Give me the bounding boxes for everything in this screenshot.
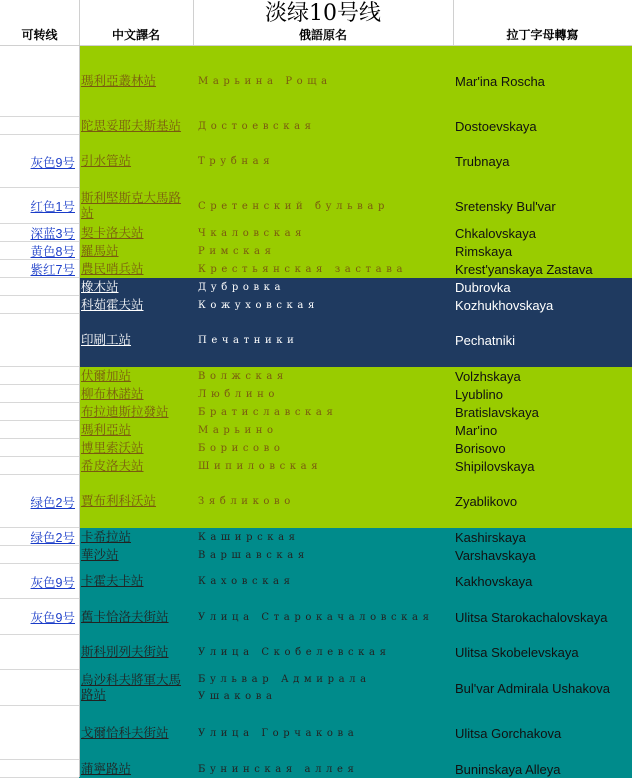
latin-name: Krest'yanskaya Zastava [455,261,593,277]
transfer-line-link[interactable]: 绿色2号 [30,531,75,545]
latin-name: Trubnaya [455,154,510,169]
transfer-cell [0,296,79,314]
latin-name-cell [453,135,632,188]
chinese-name-cell [79,242,193,260]
latin-name: Rimskaya [455,243,513,259]
table-row [0,457,632,475]
latin-name-cell [453,296,632,314]
chinese-name-cell [79,117,193,135]
chinese-name-cell [79,367,193,385]
russian-name-cell [193,635,453,670]
russian-name-cell [193,457,453,475]
table-row [0,260,632,278]
transfer-cell [0,46,79,117]
transfer-cell [0,224,79,242]
latin-name: Ulitsa Skobelevskaya [455,645,579,660]
station-link[interactable]: 舊卡恰洛夫街站 [81,609,169,624]
station-link[interactable]: 農民哨兵站 [81,261,144,276]
latin-name-cell [453,242,632,260]
russian-name-cell [193,296,453,314]
transfer-cell [0,635,79,670]
russian-name: Волжская [198,370,288,382]
station-link[interactable]: 戈爾恰科夫街站 [81,725,169,740]
russian-name-cell [193,188,453,224]
header-transfer: 可转线 [21,28,58,42]
station-link[interactable]: 引水管站 [81,154,132,168]
russian-name-cell [193,278,453,296]
table-row [0,564,632,599]
transfer-cell [0,760,79,778]
russian-name-cell [193,46,453,117]
russian-name-cell [193,421,453,439]
chinese-name-cell [79,46,193,117]
latin-name-cell [453,403,632,421]
latin-name: Volzhskaya [455,368,521,384]
chinese-name-cell [79,760,193,778]
russian-name: Трубная [198,156,275,167]
table-row [0,528,632,546]
chinese-name-cell [79,260,193,278]
transfer-line-link[interactable]: 深蓝3号 [30,227,75,241]
transfer-line-link[interactable]: 灰色9号 [30,155,75,170]
latin-name-cell [453,706,632,760]
station-link[interactable]: 博里索沃站 [81,440,144,455]
station-link[interactable]: 瑪利亞叢林站 [81,74,157,88]
russian-name: Дубровка [198,281,286,293]
latin-name-cell [453,367,632,385]
russian-name: Крестьянская застава [198,263,408,275]
table-row [0,314,632,367]
table-row [0,188,632,224]
latin-name: Bratislavskaya [455,404,539,420]
transfer-line-link[interactable]: 灰色9号 [30,611,75,625]
transfer-cell [0,403,79,421]
russian-name: Бунинская аллея [198,763,359,775]
chinese-name-cell [79,188,193,224]
transfer-cell [0,314,79,367]
chinese-name-cell [79,385,193,403]
latin-name: Zyablikovo [455,494,518,509]
station-link[interactable]: 柳布林諾站 [81,386,144,401]
latin-name-cell [453,528,632,546]
latin-name-cell [453,599,632,635]
russian-name-cell [193,599,453,635]
latin-name: Sretensky Bul'var [455,198,556,214]
russian-name-cell [193,670,453,706]
russian-name-cell [193,439,453,457]
station-link[interactable]: 斯利堅斯克大馬路站 [81,191,182,220]
russian-name: Марьино [198,424,278,436]
table-row [0,117,632,135]
latin-name: Dostoevskaya [455,118,537,134]
transfer-cell [0,599,79,635]
station-link[interactable]: 羅馬站 [81,243,119,258]
transfer-cell [0,564,79,599]
chinese-name-cell [79,706,193,760]
station-link[interactable]: 橡木站 [81,279,119,294]
table-row [0,46,632,117]
transfer-cell [0,135,79,188]
latin-name: Shipilovskaya [455,458,535,474]
russian-name: Улица Горчакова [198,727,359,739]
russian-name: Каховская [198,576,295,587]
station-link[interactable]: 瑪利亞站 [81,422,132,437]
chinese-name-cell [79,224,193,242]
chinese-name-cell [79,564,193,599]
station-link[interactable]: 陀思妥耶夫斯基站 [81,118,182,133]
chinese-name-cell [79,439,193,457]
russian-name-cell [193,135,453,188]
russian-name: Зябликово [198,496,295,507]
station-link[interactable]: 蒲寧路站 [81,761,132,776]
latin-name: Dubrovka [455,279,511,295]
russian-name-cell [193,117,453,135]
station-link[interactable]: 伏爾加站 [81,368,132,383]
table-row [0,367,632,385]
transfer-cell [0,278,79,296]
transfer-cell [0,475,79,528]
table-row [0,670,632,706]
transfer-line-link[interactable]: 红色1号 [30,200,75,214]
russian-name: Римская [198,245,276,257]
russian-name-cell [193,385,453,403]
chinese-name-cell [79,421,193,439]
chinese-name-cell [79,135,193,188]
latin-name-cell [453,564,632,599]
russian-name: Печатники [198,335,299,346]
table-row [0,546,632,564]
chinese-name-cell [79,296,193,314]
russian-name: Улица Старокачаловская [198,611,434,623]
russian-name-cell [193,760,453,778]
transfer-line-link[interactable]: 绿色2号 [30,495,75,510]
transfer-line-link[interactable]: 紫红7号 [30,263,75,277]
transfer-cell [0,188,79,224]
latin-name: Ulitsa Gorchakova [455,725,562,741]
russian-name: Улица Скобелевская [198,647,391,658]
transfer-cell [0,546,79,564]
russian-name-cell [193,546,453,564]
latin-name: Ulitsa Starokachalovskaya [455,609,608,625]
chinese-name-cell [79,670,193,706]
latin-name-cell [453,635,632,670]
page-title: 淡绿10号线 [265,1,381,26]
transfer-cell [0,260,79,278]
latin-name: Lyublino [455,386,503,402]
latin-name: Kakhovskaya [455,574,533,589]
transfer-cell [0,439,79,457]
transfer-cell [0,706,79,760]
table-row [0,296,632,314]
russian-name: Люблино [198,388,279,400]
table-row [0,403,632,421]
chinese-name-cell [79,314,193,367]
station-link[interactable]: 布拉迪斯拉發站 [81,404,169,419]
transfer-cell [0,528,79,546]
transfer-cell [0,457,79,475]
station-link[interactable]: 卡霍夫卡站 [81,574,144,588]
table-row [0,635,632,670]
russian-name-cell [193,564,453,599]
transfer-cell [0,117,79,135]
table-row [0,224,632,242]
station-link[interactable]: 華沙站 [81,547,119,562]
station-link[interactable]: 賈布利科沃站 [81,494,157,508]
table-row [0,278,632,296]
latin-name-cell [453,670,632,706]
latin-name-cell [453,546,632,564]
table-row [0,385,632,403]
russian-name: Достоевская [198,120,316,132]
station-link[interactable]: 科茹霍夫站 [81,297,144,312]
russian-name: Варшавская [198,549,309,561]
latin-name-cell [453,260,632,278]
table-row [0,599,632,635]
table-row [0,760,632,778]
latin-name-cell [453,188,632,224]
header-latin: 拉丁字母轉寫 [506,28,579,42]
russian-name: Сретенский бульвар [198,200,389,212]
latin-name: Kashirskaya [455,529,526,545]
russian-name: Братиславская [198,406,338,418]
station-link[interactable]: 印刷工站 [81,333,132,347]
latin-name: Borisovo [455,440,506,456]
russian-name-cell [193,224,453,242]
latin-name: Mar'ina Roscha [455,74,545,89]
latin-name-cell [453,421,632,439]
russian-name: Борисово [198,442,285,454]
latin-name: Mar'ino [455,422,498,438]
transfer-cell [0,670,79,706]
russian-name-cell [193,403,453,421]
chinese-name-cell [79,635,193,670]
russian-name: Каширская [198,531,300,543]
latin-name: Bul'var Admirala Ushakova [455,680,610,696]
station-link[interactable]: 契卡洛夫站 [81,225,144,240]
chinese-name-cell [79,599,193,635]
russian-name: Кожуховская [198,299,319,311]
russian-name-cell [193,706,453,760]
header-chinese: 中文譯名 [111,28,160,42]
table-row [0,439,632,457]
chinese-name-cell [79,457,193,475]
latin-name-cell [453,439,632,457]
table-row [0,421,632,439]
chinese-name-cell [79,403,193,421]
russian-name-cell [193,475,453,528]
latin-name-cell [453,314,632,367]
russian-name-cell [193,242,453,260]
table-row [0,475,632,528]
table-row [0,242,632,260]
transfer-line-link[interactable]: 黄色8号 [30,245,75,259]
russian-name-cell [193,314,453,367]
transfer-line-link[interactable]: 灰色9号 [30,575,75,590]
russian-name-cell [193,367,453,385]
transfer-cell [0,385,79,403]
station-link[interactable]: 斯科別列夫街站 [81,645,169,659]
station-link[interactable]: 烏沙科夫將軍大馬路站 [81,673,182,702]
chinese-name-cell [79,528,193,546]
russian-name-cell [193,528,453,546]
transfer-cell [0,421,79,439]
latin-name-cell [453,224,632,242]
latin-name-cell [453,457,632,475]
chinese-name-cell [79,278,193,296]
table-row [0,135,632,188]
table-row [0,706,632,760]
station-link[interactable]: 希皮洛夫站 [81,458,144,473]
latin-name-cell [453,760,632,778]
latin-name-cell [453,278,632,296]
russian-name: Бульвар Адмирала Ушакова [198,674,371,702]
russian-name: Чкаловская [198,227,307,239]
latin-name: Varshavskaya [455,547,536,563]
latin-name-cell [453,385,632,403]
transfer-cell [0,367,79,385]
latin-name-cell [453,117,632,135]
transfer-cell [0,242,79,260]
latin-name-cell [453,475,632,528]
chinese-name-cell [79,475,193,528]
russian-name: Шипиловская [198,460,323,472]
latin-name: Buninskaya Alleya [455,761,561,777]
russian-name-cell [193,260,453,278]
header-russian: 俄語原名 [298,28,347,42]
latin-name: Chkalovskaya [455,225,536,241]
latin-name-cell [453,46,632,117]
latin-name: Kozhukhovskaya [455,297,554,313]
latin-name: Pechatniki [455,333,515,348]
station-link[interactable]: 卡希拉站 [81,529,132,544]
chinese-name-cell [79,546,193,564]
russian-name: Марьина Роща [198,76,332,87]
